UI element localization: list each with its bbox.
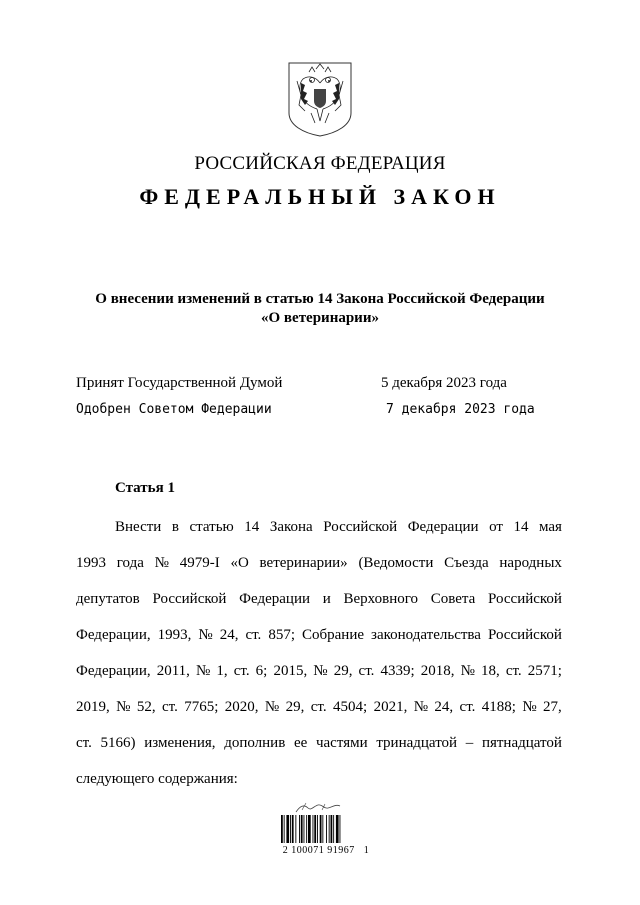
article-word: (Ведомости [358,555,434,571]
article-word: статью [189,519,234,535]
council-label: Одобрен Советом Федерации [76,402,272,417]
barcode-icon [280,815,366,843]
article-word: 2571; [527,663,562,679]
article-word: 5166) [100,735,136,751]
article-word: ст. [459,699,476,715]
barcode-bar [333,815,334,843]
article-word: № [264,699,280,715]
barcode-bar [304,815,305,843]
article-line [76,545,562,581]
article-word: 4504; [333,699,368,715]
article-line [76,509,562,545]
article-word: 4979-I [179,555,220,571]
article-word: народных [499,555,562,571]
article-word: 18, [480,663,500,679]
article-line [76,653,562,689]
duma-date: 5 декабря 2023 года [381,375,507,391]
article-word: тринадцатой [376,735,458,751]
barcode-bar [299,815,300,843]
barcode-bar [286,815,289,843]
article-word: ст. [505,663,522,679]
article-word: № [522,699,537,715]
barcode-bar [284,815,285,843]
barcode-bar [331,815,333,843]
article-word: 29, [333,663,353,679]
article-word: 2019, [76,699,110,715]
article-word: Российской [487,627,562,643]
article-word: Верховного [343,591,418,607]
duma-label: Принят Государственной Думой [76,375,283,391]
article-word: Федерации [239,591,311,607]
article-word: изменения, [144,735,216,751]
article-word: № [116,699,131,715]
article-word: 2021, [373,699,408,715]
barcode-bar [320,815,322,843]
article-word: Федерации, [76,663,151,679]
article-word: 24, [219,627,239,643]
article-word: Совета [430,591,476,607]
council-date: 7 декабря 2023 года [386,402,535,417]
barcode-bar [301,815,303,843]
document-type: ФЕДЕРАЛЬНЫЙ ЗАКОН [139,184,501,209]
article-word: ст. [161,699,178,715]
article-word: 2011, [156,663,190,679]
article-word: ветеринарии» [259,555,348,571]
article-word: «О [230,555,249,571]
law-title-line-2: «О ветеринарии» [261,310,379,326]
article-word: № [198,627,213,643]
barcode-bar [322,815,323,843]
barcode-bar [336,815,339,843]
article-word: пятнадцатой [481,735,562,751]
article-word: ст. [358,663,375,679]
barcode-bar [306,815,307,843]
article-word: Российской [152,591,227,607]
barcode-bar [290,815,291,843]
article-word: от [489,519,503,535]
article-word: № [154,555,169,571]
article-word: 52, [136,699,156,715]
article-word: депутатов [76,591,140,607]
duma-adoption-row [76,375,576,395]
barcode-bar [308,815,311,843]
article-heading: Статья 1 [115,480,175,496]
law-title-line-1: О внесении изменений в статью 14 Закона Российской Федерации [95,291,545,307]
article-line [76,761,562,797]
article-word: Внести [115,519,162,535]
article-word: следующего содержания: [76,771,238,787]
article-word: 2015, [273,663,308,679]
article-word: мая [539,519,562,535]
article-word: 1, [216,663,228,679]
article-word: 2020, [224,699,259,715]
article-word: 2018, [420,663,455,679]
article-word: ст. [310,699,327,715]
barcode-bar [292,815,294,843]
article-word: ее [293,735,308,751]
article-word: 29, [285,699,305,715]
article-word: № [313,663,328,679]
article-word: 27, [543,699,562,715]
article-body [76,509,562,797]
article-word: 857; [268,627,295,643]
article-word: Российской [488,591,562,607]
article-word: Съезда [444,555,489,571]
article-word: и [322,591,331,607]
country-name: РОССИЙСКАЯ ФЕДЕРАЦИЯ [194,153,446,174]
article-word: 1993, [157,627,192,643]
article-line [76,581,562,617]
article-word: года [116,555,144,571]
article-word: законодательства [371,627,481,643]
article-word: № [460,663,475,679]
article-word: ст. [76,735,92,751]
article-word: 7765; [184,699,219,715]
article-word: ст. [233,663,250,679]
article-word: 4339; [380,663,415,679]
barcode-bar [281,815,283,843]
article-word: Федерации, [76,627,151,643]
article-line [76,617,562,653]
barcode-bar [326,815,327,843]
barcode-bar [317,815,318,843]
article-word: 4188; [481,699,516,715]
barcode-bar [340,815,341,843]
barcode-bar [295,815,296,843]
barcode-bar [314,815,316,843]
article-word: частями [315,735,368,751]
article-line [76,725,562,761]
handwritten-mark-icon [278,800,368,814]
article-word: 14 [244,519,260,535]
article-word: 1993 [76,555,106,571]
article-word: – [465,735,474,751]
article-word: дополнив [224,735,286,751]
coat-of-arms-icon [287,61,353,137]
article-word: № [195,663,211,679]
article-word: 6; [255,663,268,679]
article-word: 24, [434,699,454,715]
article-word: № [413,699,429,715]
article-word: Российской [323,519,398,535]
article-word: в [171,519,179,535]
barcode-bar [329,815,330,843]
law-title [0,290,640,328]
article-word: 14 [513,519,529,535]
article-word: Закона [269,519,313,535]
article-word: Федерации [407,519,479,535]
article-line [76,689,562,725]
article-word: Собрание [302,627,365,643]
council-approval-row [76,402,576,422]
barcode-bar [313,815,314,843]
article-word: ст. [245,627,262,643]
barcode-number: 2 100071 91967 1 [282,845,370,856]
